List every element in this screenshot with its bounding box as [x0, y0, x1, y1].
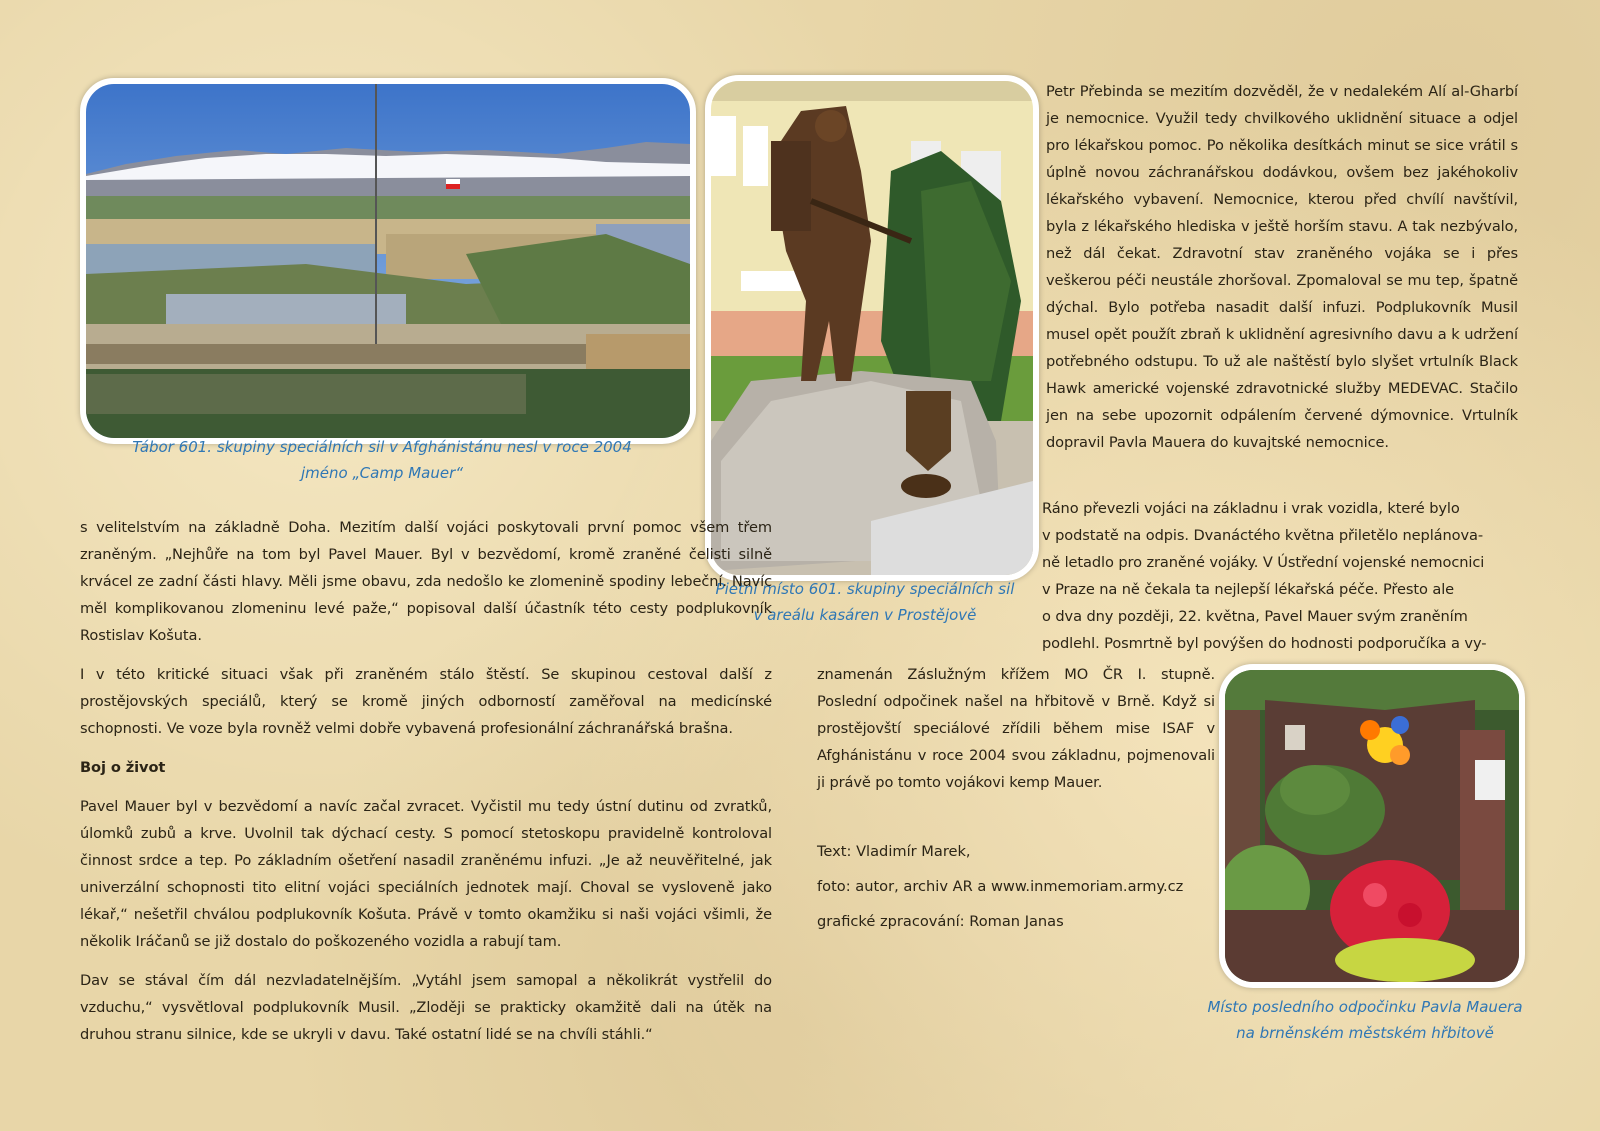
right-line: v podstatě na odpis. Dvanáctého května přiletělo neplánova- — [1042, 527, 1484, 544]
left-paragraph-2: I v této kritické situaci však při zraněném stálo štěstí. Se skupinou cestoval další z prostějovských speciálů, který se kromě jiných odborností zaměřoval na medicínské schopnosti. Ve voze byla rovněž velmi dobře vybavená profesionální záchranářská brašna. — [80, 666, 772, 737]
right-paragraph-3-wrap — [817, 661, 1215, 796]
right-paragraph-1: Petr Přebinda se mezitím dozvěděl, že v nedalekém Alí al-Gharbí je nemocnice. Využil tedy chvilkového uklidnění situace a odjel pro lékařskou pomoc. Po několika desítkách minut se sice vrátil s úplně novou záchranářskou dodávkou, ovšem bez jakéhokoliv lékařského vybavení. Nemocnice, kterou před chvílí navštívil, byla z lékařského hlediska v ještě horším stavu. A tak nezbývalo, než dál čekat. Zdravotní stav zraněného vojáka se i přes veškerou péči neustále zhoršoval. Zpomaloval se mu tep, špatně dýchal. Bylo potřeba nasadit další infuzi. Podplukovník Musil musel opět použít zbraň k uklidnění agresivního davu a k udržení potřebného odstupu. To už ale naštěstí bylo slyšet vrtulník Black Hawk americké vojenské zdravotnické služby MEDEVAC. Stačilo jen na sebe upozornit odpálením červené dýmovnice. Vrtulník dopravil Pavla Mauera do kuvajtské nemocnice. — [1046, 83, 1518, 451]
right-line: podlehl. Posmrtně byl povýšen do hodnosti podporučíka a vy- — [1042, 635, 1487, 652]
grave-caption-line: na brněnském městském hřbitově — [1236, 1024, 1494, 1042]
credit-photo: foto: autor, archiv AR a www.inmemoriam.army.cz — [817, 878, 1184, 895]
left-column-lower — [80, 661, 772, 1048]
statue-caption-line: v areálu kasáren v Prostějově — [753, 606, 977, 624]
left-paragraph-4: Dav se stával čím dál nezvladatelnějším. „Vytáhl jsem samopal a několikrát vystřelil do vzduchu,“ vysvětloval podplukovník Musil. „Zloději se prakticky okamžitě dali na útěk na druhou stranu silnice, kde se ukryli v davu. Také ostatní lidé se na chvíli stáhli.“ — [80, 972, 772, 1043]
right-paragraph-3: znamenán Záslužným křížem MO ČR I. stupně. Poslední odpočinek našel na hřbitově v Brně. Když si prostějovští speciálové zřídili během mise ISAF v Afghánistánu v roce 2004 svou základnu, pojmenovali ji právě po tomto vojákovi kemp Mauer. — [817, 666, 1215, 791]
right-column — [1046, 78, 1518, 456]
camp-caption — [80, 434, 684, 486]
credit-layout: grafické zpracování: Roman Janas — [817, 913, 1064, 930]
section-heading: Boj o život — [80, 759, 166, 776]
left-paragraph-1: s velitelstvím na základně Doha. Mezitím další vojáci poskytovali první pomoc všem třem zraněným. „Nejhůře na tom byl Pavel Mauer. Byl v bezvědomí, kromě zraněné čelisti silně krvácel ze zadní části hlavy. Měli jsme obavu, zda nedošlo ke zlomenině spodiny lebeční. Navíc měl komplikovanou zlomeninu levé paže,“ popisoval další účastník této cesty podplukovník Rostislav Košuta. — [80, 519, 772, 644]
right-paragraph-2 — [1042, 495, 1518, 657]
right-line: o dva dny později, 22. května, Pavel Mauer svým zraněním — [1042, 608, 1468, 625]
left-paragraph-3: Pavel Mauer byl v bezvědomí a navíc začal zvracet. Vyčistil mu tedy ústní dutinu od zvratků, úlomků zubů a krve. Uvolnil tak dýchací cesty. S pomocí stetoskopu pravidelně kontroloval činnost srdce a tep. Po základním ošetření nasadil zraněnému infuzi. „Je až neuvěřitelné, jak univerzální schopnosti tito elitní vojáci speciálních jednotek mají. Choval se vysloveně jako lékař,“ nešetřil chválou podplukovník Košuta. Právě v tomto okamžiku si naši vojáci všimli, že několik Iráčanů se již dostalo do poškozeného vozidla a rabují tam. — [80, 798, 772, 950]
camp-photo — [80, 78, 696, 444]
statue-photo — [705, 75, 1039, 581]
credits — [817, 834, 1217, 939]
camp-caption-line: Tábor 601. skupiny speciálních sil v Afghánistánu nesl v roce 2004 — [132, 438, 632, 456]
right-line: Ráno převezli vojáci na základnu i vrak vozidla, které bylo — [1042, 500, 1460, 517]
right-line: ně letadlo pro zraněné vojáky. V Ústřední vojenské nemocnici — [1042, 554, 1485, 571]
grave-photo — [1219, 664, 1525, 988]
camp-caption-line: jméno „Camp Mauer“ — [300, 464, 464, 482]
statue-caption-line: Pietní místo 601. skupiny speciálních sil — [715, 580, 1015, 598]
grave-caption — [1200, 994, 1530, 1046]
right-line: v Praze na ně čekala ta nejlepší lékařská péče. Přesto ale — [1042, 581, 1455, 598]
grave-caption-line: Místo posledního odpočinku Pavla Mauera — [1207, 998, 1523, 1016]
left-column — [80, 514, 772, 649]
credit-text: Text: Vladimír Marek, — [817, 843, 971, 860]
